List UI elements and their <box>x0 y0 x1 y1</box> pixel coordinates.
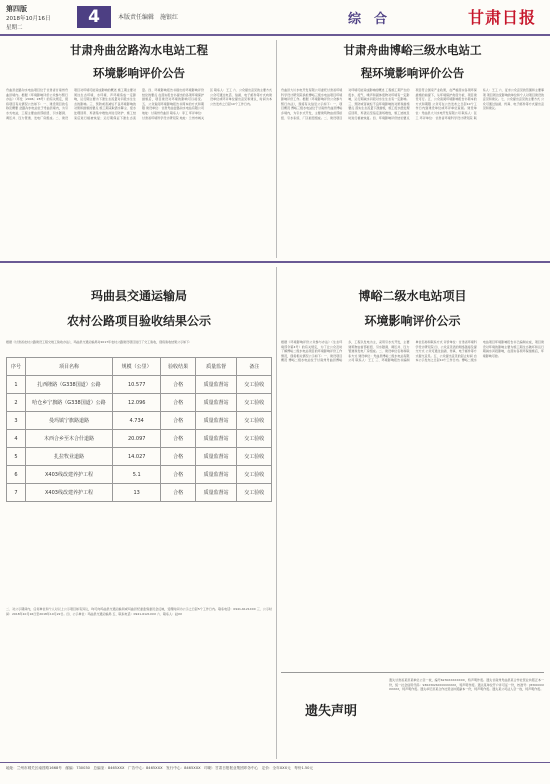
editor-line: 本版责任编辑 施银红 <box>118 14 179 21</box>
column-header: 质量监督 <box>195 358 236 376</box>
table-cell: 交工验收 <box>237 412 272 430</box>
table-cell: 合格 <box>161 394 196 412</box>
table-cell: 4.734 <box>113 412 161 430</box>
article-body: 根据《环境影响评价公众参与办法》（生态环境部令第4号）的有关规定，为了让公众及时了解博峪二级水电站项目的环境影响评价工作情况，现将相关情况公示如下：一、建设项目概况 博峪二级水电站位于甘南州舟曲县博峪乡，工程以发电为主，采用引水式开发，主要建筑物由首部枢纽、引水隧洞、调压井、压力管道和发电厂房组成。二、建设单位名称和联系方式 建设单位：舟曲县博峪二级水电站有限公司 联系人：王工 三、环境影响报告书编制单位名称和联系方式 评价单位：甘肃省环境科学设计研究院 四、公众意见表的网络链接及提交方式 公众可通过信函、传真、电子邮件等方式提交意见。五、公众提出意见的起止时间 自本公示发布之日起10个工作日内。博峪二级水电站项目环境影响报告书已编制完成，项目建设对环境的影响主要为施工期生态破坏和运行期减水河段影响，在落实各项环保措施后，环境影响可控。 <box>281 340 544 363</box>
table-cell: 质量监督站 <box>195 394 236 412</box>
article-title-line1: 甘肃舟曲博峪三级水电站工 <box>343 43 482 57</box>
article-maqu-transport <box>6 267 272 759</box>
edition-label: 第四版 <box>6 5 27 13</box>
table-cell: 10.577 <box>113 376 161 394</box>
column-header: 验收结果 <box>161 358 196 376</box>
table-header-row <box>7 358 272 376</box>
table-cell: X403线改建养护工程 <box>26 484 113 502</box>
table-cell: 合格 <box>161 466 196 484</box>
table-cell: 14.027 <box>113 448 161 466</box>
table-cell: 交工验收 <box>237 430 272 448</box>
column-divider <box>276 40 277 258</box>
table-cell: 12.096 <box>113 394 161 412</box>
table-cell: 扎西隆路（G338国道）公路 <box>26 376 113 394</box>
issue-date: 2018年10月16日 <box>6 16 51 22</box>
column-header: 序号 <box>7 358 26 376</box>
article-body: 舟曲县岔路沟水电站项目位于甘肃省甘南州舟曲县境内。根据《环境影响评价公众参与暂行办法》（环发〔2006〕28号）的有关规定，现将项目有关情况公告如下：一、建设项目的名称及概要 岔路沟水电站位于舟曲县境内，为引水式电站，工程主要由首部枢纽、引水隧洞、调压井、压力管道、发电厂房组成。二、建设项目对环境可能造成影响的概述 施工期主要对周边生态环境、水环境、声环境造成一定影响，运行期主要为下泄生态流量对河段水生生态的影响。三、预防或者减轻不良环境影响的对策和措施的要点 施工期采取洒水降尘、废水处理回用、弃渣集中堆放并进行防护、施工结束后进行植被恢复；运行期保证下泄生态流量。四、环境影响报告书提出的环境影响评价结论的要点 在落实报告书提出的各项环境保护措施后，项目建设对环境的影响可以接受。五、公众查阅环境影响报告书简本的方式和期限 建设单位：甘肃舟曲岔路沟水电站有限公司 地址：甘南州舟曲县 联系人：李工 环评单位：甘肃省环境科学设计研究院 地址：兰州市城关区 联系人：王工 六、公众提出意见的主要方式 公众可通过电话、信函、电子邮件等方式向建设单位或环评单位提出意见和建议，时间为本公告发布之日起10个工作日内。 <box>6 88 272 120</box>
table-cell: 5.1 <box>113 466 161 484</box>
table-row <box>7 412 272 430</box>
article-boyu-2 <box>281 267 544 669</box>
table-cell: 合格 <box>161 412 196 430</box>
table-cell: 7 <box>7 484 26 502</box>
table-row <box>7 394 272 412</box>
article-intro: 根据《甘肃省农村公路建设工程交竣工验收办法》，玛曲县交通运输局对2017年农村公路建设项目进行了交工验收，现将验收结果公示如下： <box>6 340 193 344</box>
column-header: 规模（公里） <box>113 358 161 376</box>
table-row <box>7 430 272 448</box>
acceptance-table <box>6 357 272 502</box>
article-title-line1: 玛曲县交通运输局 <box>90 289 187 303</box>
table-cell: 木西合乡至木合什道路 <box>26 430 113 448</box>
table-cell: 曼玛镇宁旗路道路 <box>26 412 113 430</box>
table-cell: 扎拉牧业道路 <box>26 448 113 466</box>
article-title-line1: 甘肃舟曲岔路沟水电站工程 <box>70 43 208 57</box>
table-cell: 哈仓乡宁旗路（G338国道）公路 <box>26 394 113 412</box>
table-row <box>7 484 272 502</box>
column-header: 项目名称 <box>26 358 113 376</box>
column-header: 备注 <box>237 358 272 376</box>
table-cell: 2 <box>7 394 26 412</box>
table-cell: 交工验收 <box>237 394 272 412</box>
article-title-line2: 环境影响评价公告 <box>93 66 185 80</box>
masthead-logo: 甘肃日报 <box>468 8 537 27</box>
table-cell: 合格 <box>161 376 196 394</box>
table-cell: 质量监督站 <box>195 448 236 466</box>
article-boyu-3 <box>281 40 544 258</box>
page-number: 4 <box>88 7 100 27</box>
table-cell: X403线改建养护工程 <box>26 466 113 484</box>
lost-notice-body: 遗失甘肃省某县某单位公章一枚，编号6230XXXXXXXX，特声明作废。遗失甘南州舟曲县某合作社营业执照正本一份，统一社会信用代码：93623026XXXXXXXXX，特声明作废。遗失某单位开户许可证一份，核准号：J8300XXXXXXXX，特声明作废。遗失卓尼县某合作社营业执照副本一份，特声明作废。遗失某公司法人章一枚，特声明作废。 <box>389 678 544 692</box>
lost-notice-title: 遗失声明 <box>304 704 357 719</box>
article-title-line1: 博峪二级水电站项目 <box>358 289 467 303</box>
table-cell: 交工验收 <box>237 448 272 466</box>
table-cell: 1 <box>7 376 26 394</box>
table-cell: 交工验收 <box>237 484 272 502</box>
table-cell: 交工验收 <box>237 466 272 484</box>
page-number-tag <box>77 6 111 28</box>
table-cell: 合格 <box>161 448 196 466</box>
table-cell: 质量监督站 <box>195 412 236 430</box>
table-cell: 质量监督站 <box>195 376 236 394</box>
issue-weekday: 星期二 <box>6 25 23 31</box>
table-row <box>7 376 272 394</box>
table-cell: 质量监督站 <box>195 484 236 502</box>
table-cell: 20.097 <box>113 430 161 448</box>
table-cell: 交工验收 <box>237 376 272 394</box>
table-cell: 质量监督站 <box>195 430 236 448</box>
page-header <box>0 0 550 34</box>
table-cell: 13 <box>113 484 161 502</box>
table-cell: 4 <box>7 430 26 448</box>
article-footer-text: 二、对公示期间内，任何单位和个人对以上公示项目如有异议，均可向玛曲县交通运输局或玛曲县纪委监察委员会反映，受理时间为公示之日起5个工作日内。联系电话：0941-6121XXX 三、公示时间：2018年10月16日至2018年10月22日。四、公示单位：玛曲县交通运输局 五、联系电话：0941-6121XXX 六、联系人：赵XX <box>6 607 272 616</box>
section-rule <box>0 261 550 263</box>
header-rule <box>0 34 550 36</box>
notice-rule <box>281 672 544 673</box>
footer-rule <box>0 762 550 763</box>
table-cell: 质量监督站 <box>195 466 236 484</box>
table-cell: 6 <box>7 466 26 484</box>
table-cell: 合格 <box>161 430 196 448</box>
table-row <box>7 466 272 484</box>
article-title-line2: 程环境影响评价公告 <box>360 66 465 80</box>
column-divider <box>276 267 277 759</box>
article-title-line2: 农村公路项目验收结果公示 <box>66 314 211 328</box>
table-row <box>7 448 272 466</box>
table-cell: 5 <box>7 448 26 466</box>
article-body: 舟曲县大川水电开发有限公司委托甘肃省环境科学设计研究院承担博峪三级水电站项目环境影响评价工作。根据《环境影响评价公众参与暂行办法》，现将有关信息公示如下：一、项目概况 博峪三级水电站位于甘南州舟曲县博峪乡境内，为引水式开发，主要建筑物由首部枢纽、引水系统、厂区枢纽组成。二、建设项目对环境可能造成影响的概述 工程施工期产生的废水、废气、噪声和固体废物对环境有一定影响，运行期减水河段对水生生态有一定影响。三、预防或者减轻不良环境影响的对策和措施要点 落实生态流量下泄措施，施工废水经处理后回用，弃渣运至指定渣场堆放，施工迹地及时进行植被恢复。四、环境影响评价结论要点 项目符合国家产业政策，在严格落实各项环保措施的前提下，从环境保护角度分析，项目建设可行。五、公众查阅环境影响报告书简本的方式和期限 公众可在公告发布之日起10个工作日内到建设单位或环评单位查阅。建设单位：舟曲县大川水电开发有限公司 联系人：张工 环评单位：甘肃省环境科学设计研究院 联系人：王工 六、征求公众意见的范围和主要事项 项目周边受影响的单位和个人对项目建设的意见和建议。七、公众提出意见的主要方式 公众可通过信函、传真、电子邮件等方式提出意见和建议。 <box>281 88 544 120</box>
footer-info: 地址：兰州市城关区南昌路1668号 邮编：730030 总编室：8465XXX 广告中心：8465XXX 发行中心：8465XXX 印刷：甘肃日报报业集团印务中心 定价：全年XXX元 每份1.50元 <box>6 766 314 770</box>
article-chalugou <box>6 40 272 258</box>
lost-notice <box>281 676 544 760</box>
table-cell: 3 <box>7 412 26 430</box>
table-cell: 合格 <box>161 484 196 502</box>
section-title: 综 合 <box>348 12 388 27</box>
article-title-line2: 环境影响评价公示 <box>364 314 461 328</box>
